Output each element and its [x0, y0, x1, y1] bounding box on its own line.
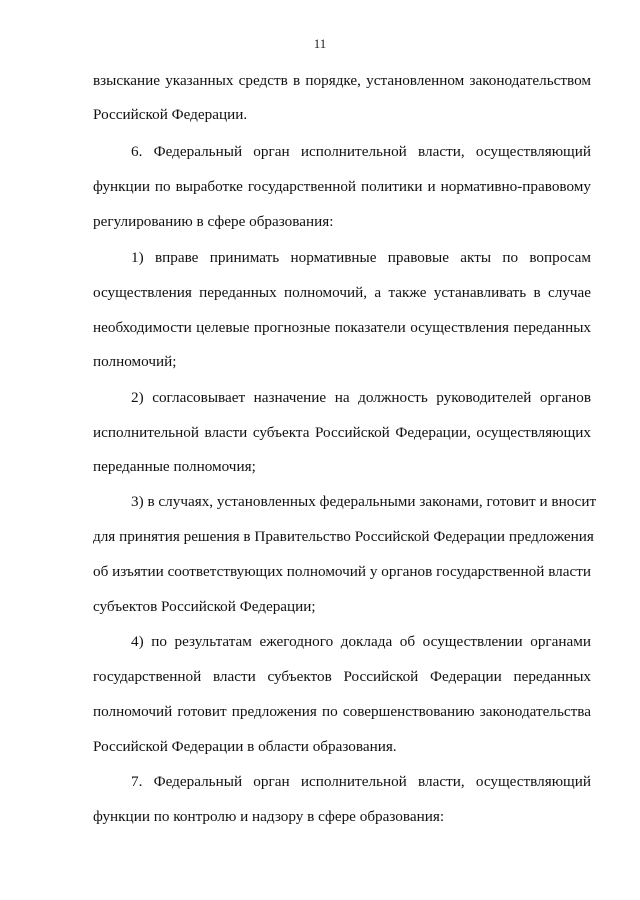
text-line: субъектов Российской Федерации;: [93, 598, 316, 615]
text-line: взыскание указанных средств в порядке, установленном законодательством: [93, 72, 591, 89]
text-line: осуществления переданных полномочий, а также устанавливать в случае: [93, 284, 591, 301]
text-line: государственной власти субъектов Российской Федерации переданных: [93, 668, 591, 685]
page-number: 11: [313, 36, 327, 51]
text-line: Российской Федерации в области образования.: [93, 738, 397, 755]
text-line: исполнительной власти субъекта Российской Федерации, осуществляющих: [93, 424, 591, 441]
text-line: Российской Федерации.: [93, 106, 248, 123]
text-line: 2) согласовывает назначение на должность руководителей органов: [131, 389, 591, 406]
text-line: полномочий готовит предложения по совершенствованию законодательства: [93, 703, 591, 720]
text-line: функции по контролю и надзору в сфере образования:: [93, 808, 445, 825]
text-line: об изъятии соответствующих полномочий у органов государственной власти: [93, 563, 591, 580]
text-line: полномочий;: [93, 353, 177, 370]
text-line: регулированию в сфере образования:: [93, 213, 334, 230]
text-line: функции по выработке государственной политики и нормативно-правовому: [93, 178, 591, 195]
text-line: 6. Федеральный орган исполнительной власти, осуществляющий: [131, 143, 591, 160]
text-line: 1) вправе принимать нормативные правовые акты по вопросам: [131, 249, 591, 266]
text-line: 3) в случаях, установленных федеральными законами, готовит и вносит: [131, 493, 597, 510]
text-line: переданные полномочия;: [93, 458, 256, 475]
text-line: необходимости целевые прогнозные показатели осуществления переданных: [93, 319, 591, 336]
text-line: 7. Федеральный орган исполнительной власти, осуществляющий: [131, 773, 591, 790]
text-line: 4) по результатам ежегодного доклада об осуществлении органами: [131, 633, 591, 650]
text-line: для принятия решения в Правительство Российской Федерации предложения: [93, 528, 594, 545]
